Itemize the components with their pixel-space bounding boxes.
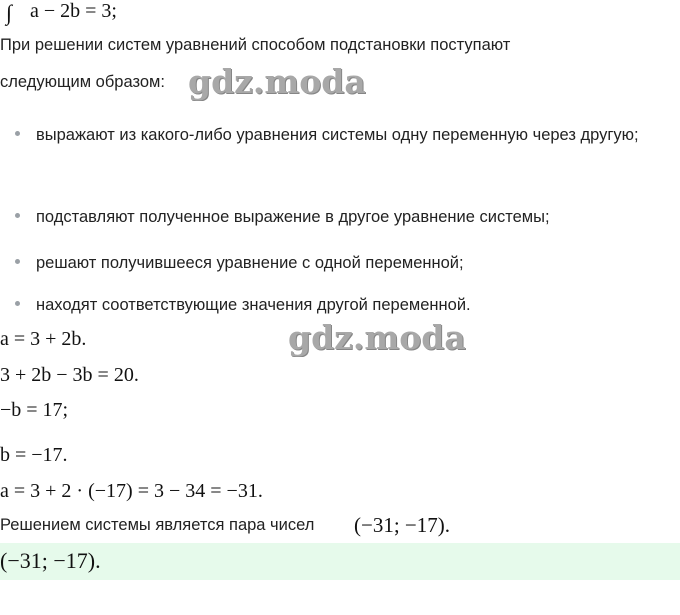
equation-line: 3 + 2b − 3b = 20. — [0, 364, 139, 386]
equation-line: a = 3 + 2 · (−17) = 3 − 34 = −31. — [0, 480, 263, 502]
bullet-dot-icon — [15, 259, 20, 264]
answer-value: (−31; −17). — [0, 548, 101, 573]
intro-text-line1: При решении систем уравнений способом подстановки поступают — [0, 36, 511, 54]
list-item — [0, 244, 680, 282]
system-equation: a − 2b = 3; — [30, 0, 117, 22]
answer-box — [0, 543, 680, 580]
watermark-logo: gdz.moda — [188, 62, 366, 101]
intro-text-line2: следующим образом: — [0, 73, 165, 91]
list-item — [0, 116, 680, 192]
list-item — [0, 198, 680, 236]
equation-line: −b = 17; — [0, 399, 69, 421]
list-item-text: выражают из какого-либо уравнения системы одну переменную через другую; — [36, 126, 639, 144]
solution-pair: (−31; −17). — [354, 513, 451, 537]
solution-text: Решением системы является пара чисел — [0, 516, 315, 534]
list-item-text: находят соответствующие значения другой переменной. — [36, 296, 471, 314]
bullet-dot-icon — [15, 131, 20, 136]
bullet-dot-icon — [15, 301, 20, 306]
watermark-logo: gdz.moda — [288, 318, 466, 357]
list-item-text: подставляют полученное выражение в другое уравнение системы; — [36, 208, 550, 226]
system-brace: ∫ — [6, 0, 13, 25]
bullet-dot-icon — [15, 213, 20, 218]
list-item-text: решают получившееся уравнение с одной переменной; — [36, 254, 464, 272]
equation-line: a = 3 + 2b. — [0, 328, 87, 350]
equation-line: b = −17. — [0, 444, 68, 466]
